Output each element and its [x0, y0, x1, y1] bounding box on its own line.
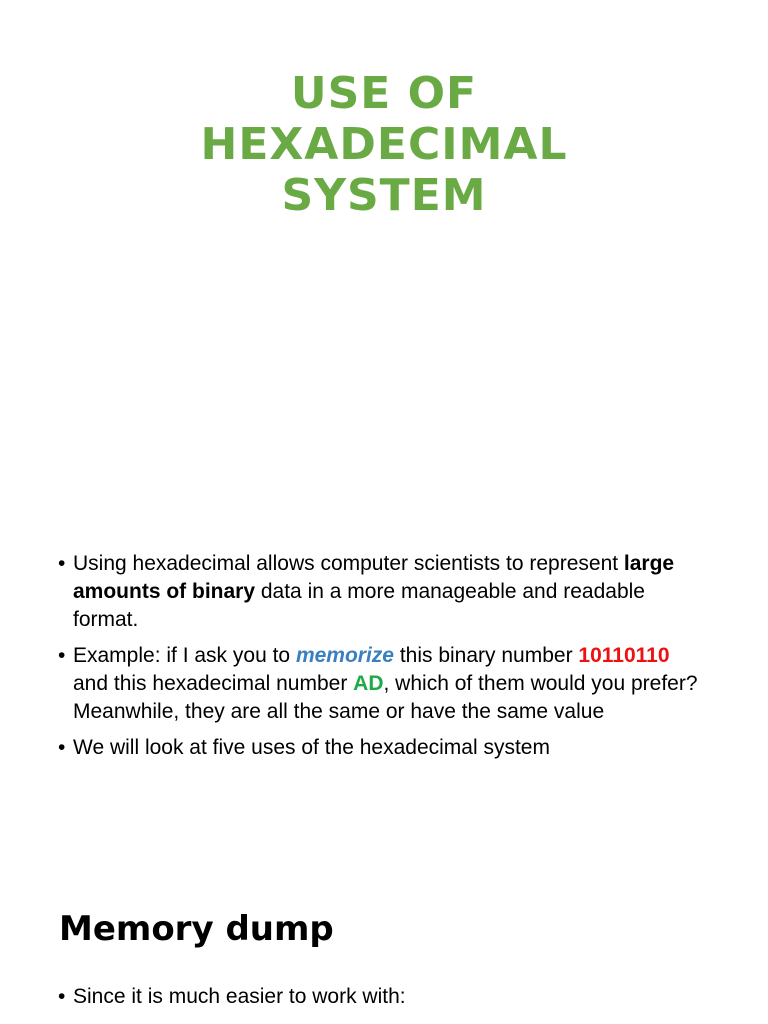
bullet-item-five-uses — [58, 734, 708, 762]
bullet-text: this binary number — [393, 644, 579, 667]
slide-title — [0, 68, 768, 221]
bullet-text: and this hexadecimal number — [73, 672, 354, 695]
section-bullet-list — [58, 983, 708, 1011]
slide-title-line-1: USE OF — [290, 68, 478, 119]
bullet-text: Using hexadecimal allows computer scientists to represent — [73, 552, 624, 575]
slide-title-line-3: SYSTEM — [281, 170, 487, 221]
bullet-list — [58, 550, 708, 770]
slide-title-line-2: HEXADECIMAL — [200, 119, 568, 170]
section-bullet-item: • Since it is much easier to work with: — [58, 983, 708, 1011]
bullet-item-example — [58, 642, 708, 726]
bold-phrase: large amounts of binary — [73, 552, 675, 603]
binary-number: 10110110 — [578, 644, 670, 667]
section-heading: Memory dump — [59, 909, 334, 949]
bullet-text: , which of them would you prefer? Meanwhile, they are all the same or have the same value — [73, 672, 698, 723]
bullet-text: We will look at five uses of the hexadecimal system — [73, 736, 550, 759]
bullet-item-hexadecimal-use — [58, 550, 708, 634]
bullet-text: Example: if I ask you to — [73, 644, 296, 667]
bullet-text: data in a more manageable and readable format. — [73, 580, 645, 631]
hex-number: AD — [353, 672, 384, 695]
memorize-emphasis: memorize — [295, 644, 394, 667]
